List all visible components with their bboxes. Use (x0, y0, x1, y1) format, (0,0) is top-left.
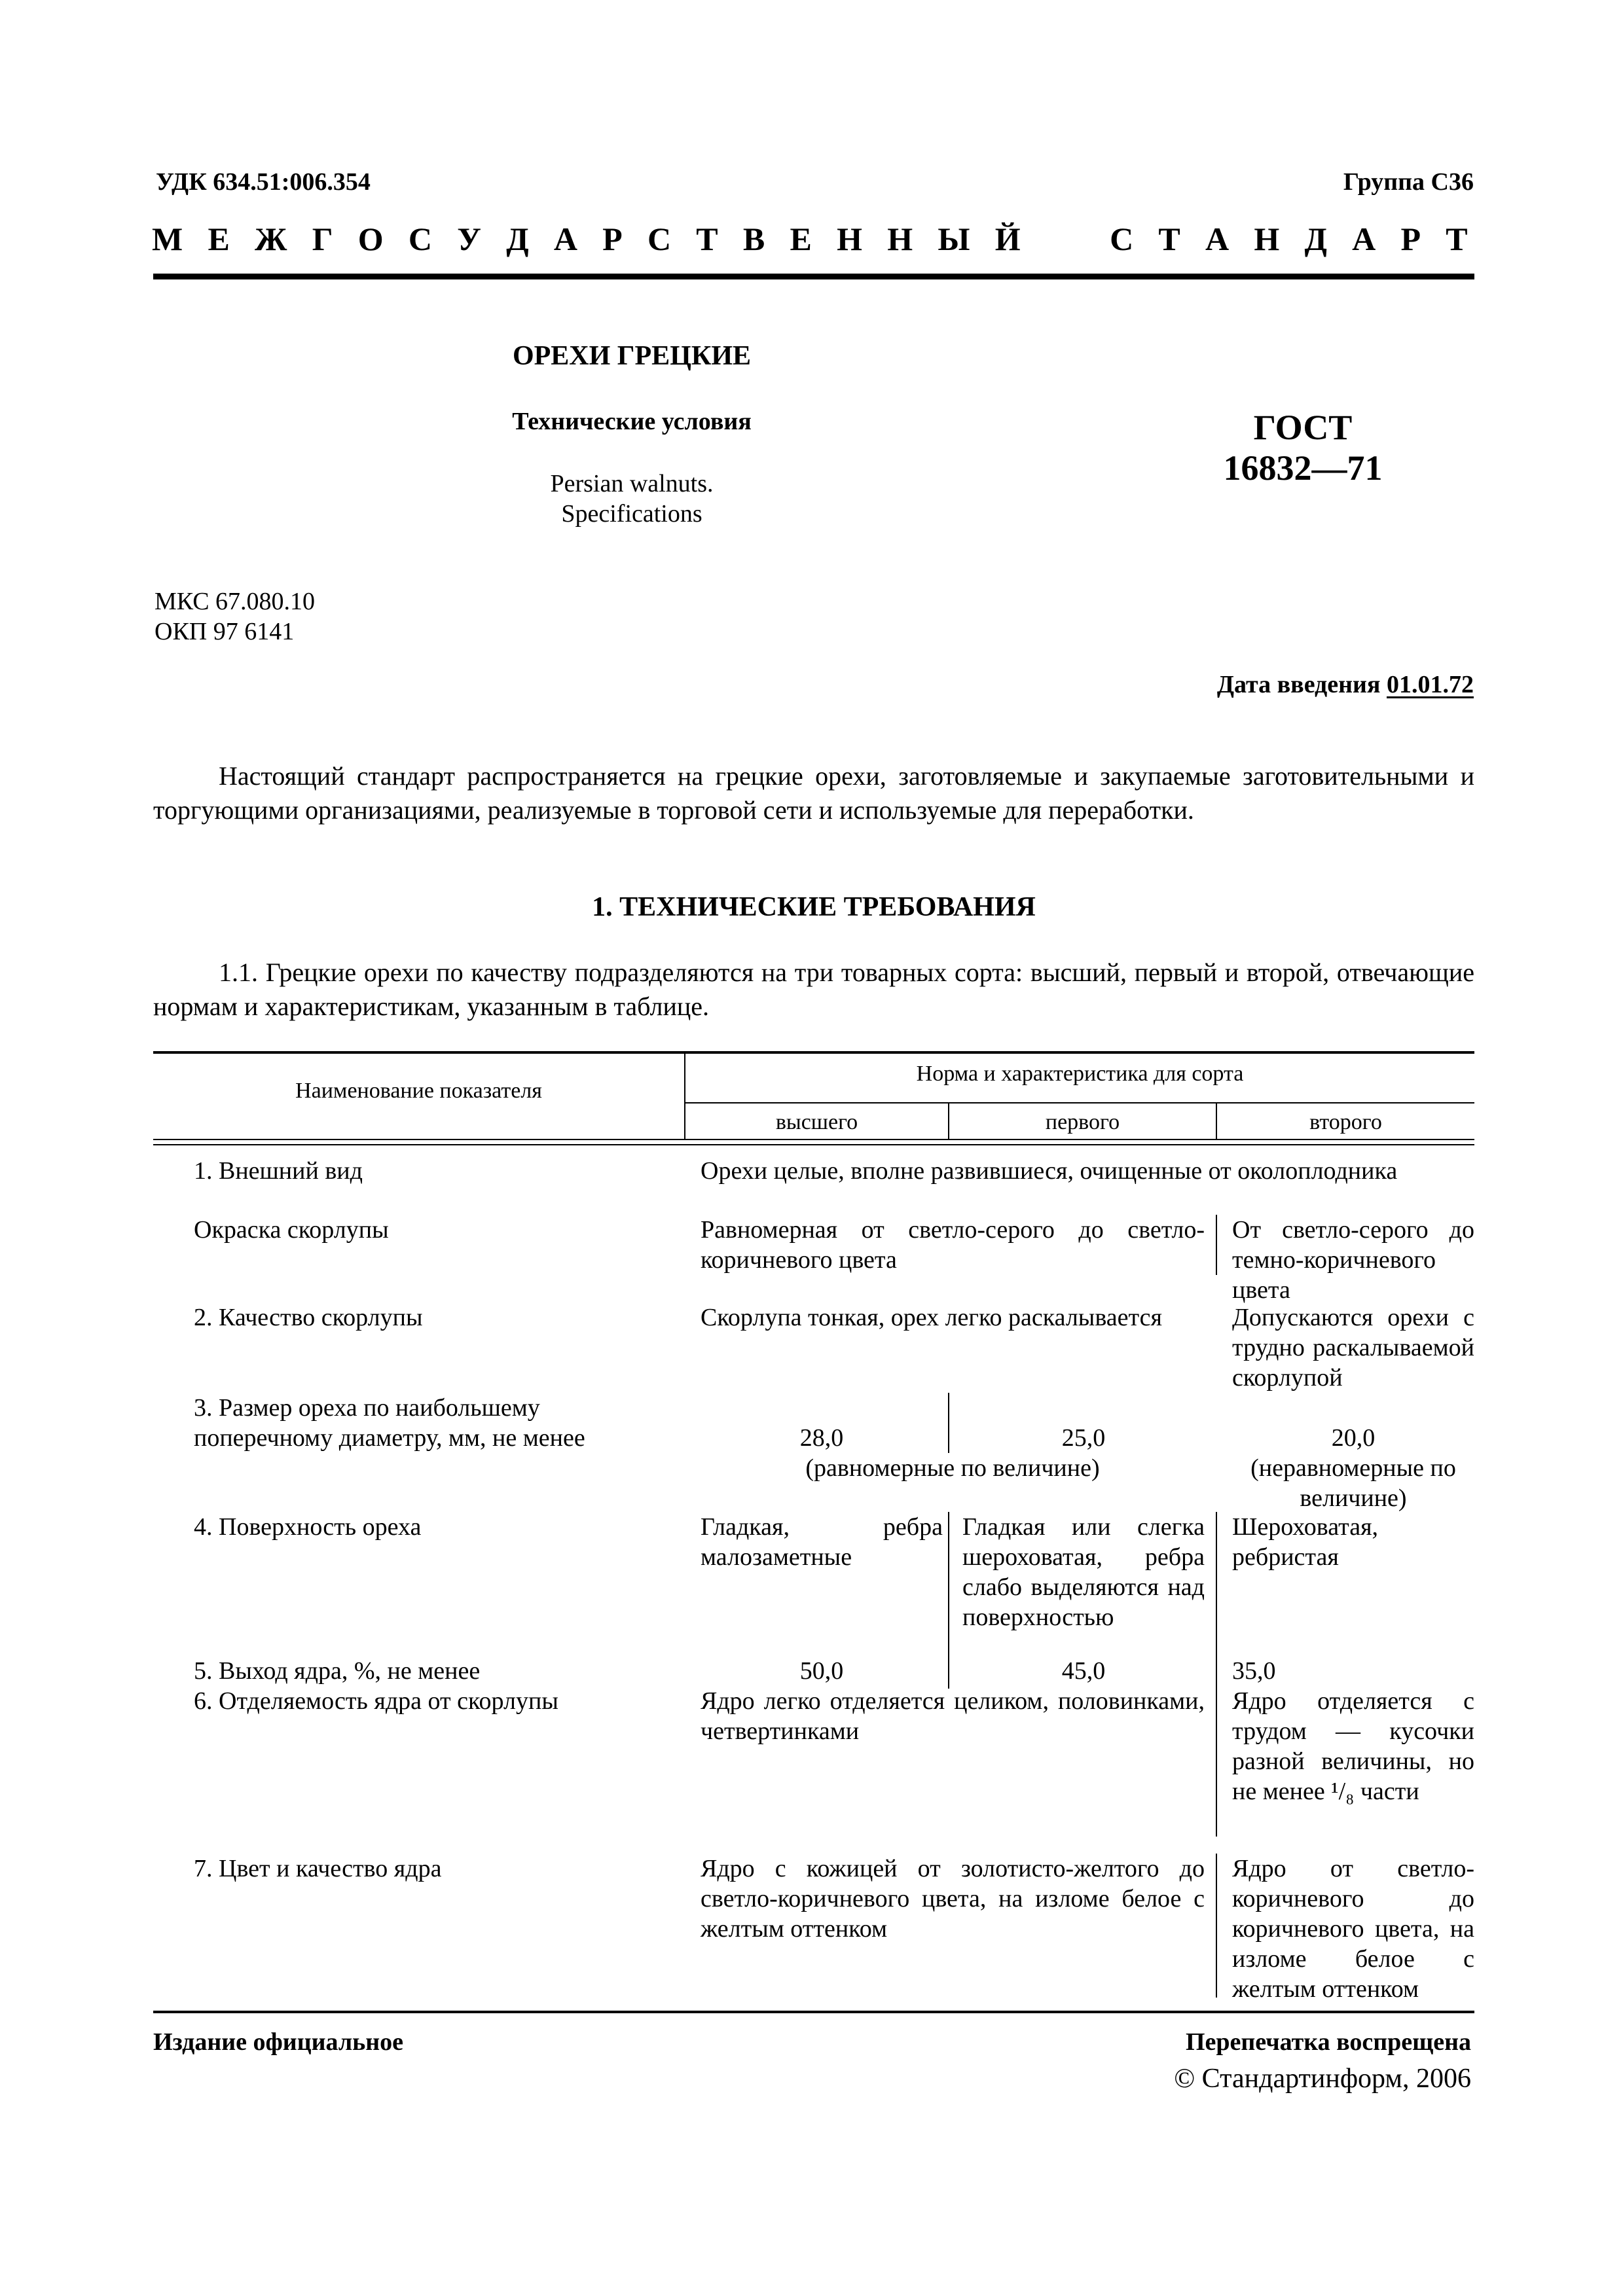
english-title-line1: Persian walnuts. (550, 470, 714, 497)
udk-code: УДК 634.51:006.354 (156, 168, 371, 196)
mks-code: МКС 67.080.10 (155, 588, 316, 615)
column-header-first-grade: первого (1045, 1110, 1120, 1134)
row-note-second: (неравномерные по величине) (1250, 1454, 1456, 1512)
table-top-rule (153, 1051, 1474, 1054)
row-value-top-first: Скорлупа тонкая, орех легко раскалывается (701, 1304, 1162, 1331)
table-header-rule (153, 1144, 1474, 1145)
row-note-top-first: (равномерные по величине) (805, 1454, 1100, 1482)
interstate-word1-letter: М (152, 221, 183, 257)
column-divider (1216, 1686, 1217, 1837)
column-divider (1216, 1854, 1217, 1998)
row-value-second: 20,0 (1331, 1424, 1376, 1452)
row-name: 5. Выход ядра, %, не менее (194, 1657, 481, 1685)
scope-paragraph: Настоящий стандарт распространяется на грецкие орехи, заготовляемые и закупаемые заготовительными и торгующими организациями, реализуемые в торговой сети и используемые для переработки. (153, 761, 1474, 825)
row-value-second: От светло-серого до темно-коричневого цвета (1232, 1216, 1474, 1304)
interstate-word1-letter: Г (312, 221, 333, 257)
gost-number (1165, 407, 1440, 488)
row-value-all-grades: Орехи целые, вполне развившиеся, очищенные от околоплодника (701, 1157, 1398, 1185)
classification-codes (155, 586, 315, 647)
table-subheader-rule (684, 1102, 1474, 1103)
gost-label: ГОСТ (1253, 408, 1353, 447)
column-divider (1216, 1215, 1217, 1275)
row-value-second: Ядро от светло-коричневого до коричневого цвета, на изломе белое с желтым оттенком (1232, 1855, 1474, 2003)
clause-1-1: 1.1. Грецкие орехи по качеству подразделяются на три товарных сорта: высший, первый и второй, отвечающие нормам и характеристикам, указанным в таблице. (153, 958, 1474, 1021)
row-value-second: 35,0 (1232, 1657, 1276, 1685)
interstate-word1-letter: У (457, 221, 481, 257)
column-header-top-grade: высшего (775, 1110, 858, 1134)
interstate-word1-letter: Е (208, 221, 230, 257)
interstate-word2-letter: А (1352, 221, 1376, 257)
row-name: 6. Отделяемость ядра от скорлупы (194, 1687, 558, 1715)
row-value-top: Гладкая, ребра малозаметные (701, 1513, 943, 1571)
interstate-word1-letter: В (742, 221, 765, 257)
interstate-word2-letter: Д (1304, 221, 1327, 257)
interstate-standard-heading (152, 220, 1468, 258)
row-name: 1. Внешний вид (194, 1157, 363, 1185)
row-value-top-first: Ядро легко отделяется целиком, половинками, четвертинками (701, 1687, 1205, 1745)
interstate-word2-letter: С (1110, 221, 1134, 257)
header-rule (153, 274, 1474, 279)
interstate-word1-letter: Ж (255, 221, 287, 257)
document-title: ОРЕХИ ГРЕЦКИЕ (512, 341, 752, 371)
row-value-second: Шероховатая, ребристая (1232, 1513, 1379, 1571)
column-divider (1216, 1512, 1217, 1689)
column-header-second-grade: второго (1309, 1110, 1382, 1134)
table-bottom-rule (153, 2011, 1474, 2013)
section-heading: 1. ТЕХНИЧЕСКИЕ ТРЕБОВАНИЯ (592, 892, 1036, 922)
row-value-top: 28,0 (799, 1424, 844, 1452)
row-value-first: Гладкая или слегка шероховатая, ребра слабо выделяются над поверхностью (962, 1513, 1205, 1631)
row-name: 7. Цвет и качество ядра (194, 1855, 442, 1882)
interstate-word1-letter: С (408, 221, 433, 257)
interstate-word2-letter: Т (1158, 221, 1180, 257)
word-gap (1046, 220, 1085, 258)
column-divider (948, 1393, 949, 1453)
official-edition: Издание официальное (153, 2028, 404, 2056)
interstate-word1-letter: Д (506, 221, 529, 257)
copyright: © Стандартинформ, 2006 (1174, 2064, 1471, 2094)
english-title (419, 469, 845, 529)
row-value-first: 25,0 (1061, 1424, 1106, 1452)
row-value-top-first: Ядро с кожицей от золотисто-желтого до светло-коричневого цвета, на изломе белое с желтым оттенком (701, 1855, 1205, 1943)
column-header-indicator: Наименование показателя (295, 1079, 542, 1103)
column-header-norm: Норма и характеристика для сорта (916, 1062, 1244, 1086)
row-value-top-first: Равномерная от светло-серого до светло-коричневого цвета (701, 1216, 1205, 1274)
introduction-date-value: 01.01.72 (1387, 671, 1474, 698)
table-header-rule (153, 1139, 1474, 1140)
gost-code: 16832—71 (1223, 448, 1383, 488)
reprint-prohibited: Перепечатка воспрещена (1185, 2028, 1471, 2056)
row-name: 4. Поверхность ореха (194, 1513, 422, 1541)
interstate-word1-letter: Р (602, 221, 623, 257)
document-subtitle: Технические условия (512, 408, 752, 435)
interstate-word1-letter: А (553, 221, 577, 257)
introduction-date-label: Дата введения (1216, 671, 1381, 698)
column-divider (948, 1512, 949, 1689)
row-value-top: 50,0 (799, 1657, 844, 1685)
interstate-word1-letter: Т (696, 221, 718, 257)
group-code: Группа С36 (1343, 168, 1474, 196)
interstate-word1-letter: Й (994, 221, 1021, 257)
introduction-date (1217, 670, 1474, 699)
interstate-word1-letter: О (357, 221, 384, 257)
interstate-word1-letter: Е (790, 221, 812, 257)
interstate-word1-letter: С (647, 221, 672, 257)
row-name: Окраска скорлупы (194, 1216, 389, 1244)
interstate-word2-letter: А (1205, 221, 1230, 257)
interstate-word2-letter: Т (1446, 221, 1468, 257)
interstate-word1-letter: Н (887, 221, 913, 257)
interstate-word2-letter: Н (1254, 221, 1280, 257)
row-value-second: Допускаются орехи с трудно раскалываемой скорлупой (1232, 1304, 1474, 1391)
interstate-word2-letter: Р (1400, 221, 1421, 257)
interstate-word1-letter: Н (837, 221, 862, 257)
row-value-second: Ядро отделяется с трудом — кусочки разной величины, но не менее ¹/₈ части (1232, 1687, 1474, 1805)
row-name: 2. Качество скорлупы (194, 1304, 423, 1331)
row-value-first: 45,0 (1061, 1657, 1106, 1685)
english-title-line2: Specifications (561, 500, 702, 528)
okp-code: ОКП 97 6141 (155, 618, 295, 645)
interstate-word1-letter: Ы (938, 221, 970, 257)
row-name: 3. Размер ореха по наибольшему поперечному диаметру, мм, не менее (194, 1394, 585, 1452)
